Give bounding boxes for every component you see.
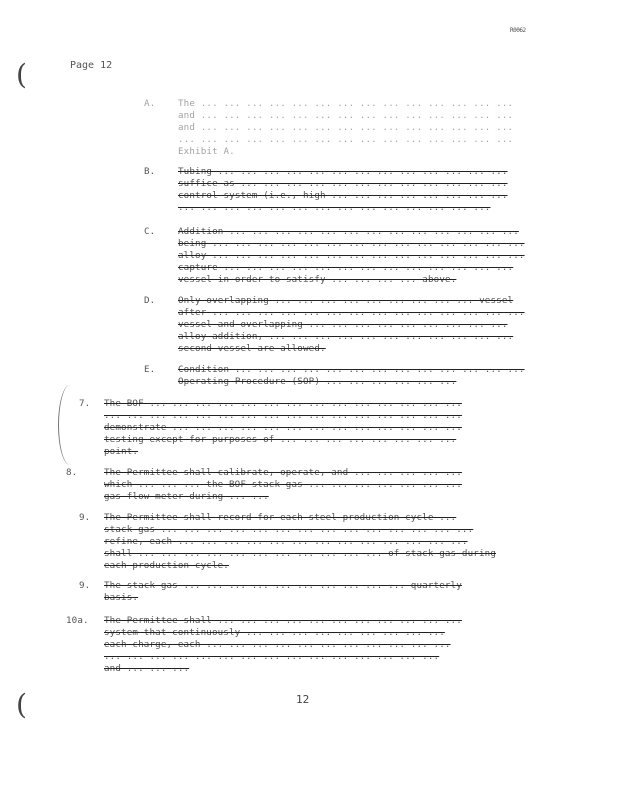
paragraph-line: The ... ... ... ... ... ... ... ... ... ... ... ... ... ...: [178, 98, 514, 109]
paragraph-c: [144, 226, 538, 286]
paragraph-line: basis.: [104, 592, 139, 603]
paragraph-label: A.: [144, 98, 156, 109]
paragraph-line: which ... ... ... the BOF stack gas ... ... ... ... ... ... ...: [104, 479, 462, 490]
paragraph-label: B.: [144, 166, 156, 177]
paragraph-line: capture ... ... ... ... ... ... ... ... ... ... ... ... ...: [178, 262, 514, 273]
paragraph-label: D.: [144, 295, 156, 306]
scan-mark-bottom-left: (: [16, 688, 27, 721]
paragraph-line: Addition ... ... ... ... ... ... ... ... ... ... ... ... ...: [178, 226, 519, 237]
page-number: 12: [296, 693, 310, 706]
paragraph-line: each production cycle.: [104, 560, 229, 571]
paragraph-line: and ... ... ... ... ... ... ... ... ... ... ... ... ... ...: [178, 122, 514, 133]
paragraph-line: control system (i.e., high ... ... ... ... ... ... ... ...: [178, 190, 508, 201]
paragraph-9: [79, 512, 544, 572]
page-label: Page 12: [70, 60, 113, 71]
paragraph-label: 10a.: [66, 615, 89, 626]
paragraph-line: shall ... ... ... ... ... ... ... ... ... ... ... of stack gas during: [104, 548, 497, 559]
paragraph-line: demonstrate ... ... ... ... ... ... ... ... ... ... ... ... ...: [104, 422, 462, 433]
paragraph-line: Operating Procedure (SOP) ... ... ... ... ... ...: [178, 376, 457, 387]
paragraph-label: C.: [144, 226, 156, 237]
paragraph-line: refine, each ... ... ... ... ... ... ... ... ... ... ... ... ...: [104, 536, 468, 547]
paragraph-line: Tubing ... ... ... ... ... ... ... ... ... ... ... ... ...: [178, 166, 508, 177]
paragraph-line: and ... ... ...: [104, 663, 190, 674]
paragraph-line: ... ... ... ... ... ... ... ... ... ... ... ... ... ... ...: [104, 651, 440, 662]
paragraph-label: E.: [144, 364, 156, 375]
paragraph-label: 7.: [79, 398, 91, 409]
paragraph-line: The BOF ... ... ... ... ... ... ... ... ... ... ... ... ... ...: [104, 398, 462, 409]
paragraph-line: Exhibit A.: [178, 146, 235, 157]
paragraph-label: 9.: [79, 512, 91, 523]
paragraph-8: [66, 467, 544, 503]
paragraph-line: Condition ... ... ... ... ... ... ... ... ... ... ... ... ...: [178, 364, 525, 375]
paragraph-line: stack gas ... ... ... ... ... ... ... ... ... ... ... ... ... ...: [104, 524, 474, 535]
paragraph-line: vessel and overlapping ... ... ... ... ... ... ... ... ...: [178, 319, 508, 330]
paragraph-line: after ... ... ... ... ... ... ... ... ... ... ... ... ... ...: [178, 307, 525, 318]
paragraph-line: ... ... ... ... ... ... ... ... ... ... ... ... ... ... ... ...: [104, 410, 462, 421]
paragraph-line: system that continuously ... ... ... ... ... ... ... ... ...: [104, 627, 445, 638]
paragraph-line: The Permittee shall record for each steel production cycle ...: [104, 512, 457, 523]
scan-mark-top-left: (: [16, 58, 27, 91]
paragraph-a: [144, 98, 538, 158]
paragraph-line: being ... ... ... ... ... ... ... ... ... ... ... ... ... ...: [178, 238, 525, 249]
paragraph-label: 8.: [66, 467, 78, 478]
document-stamp: R0062: [510, 27, 526, 34]
paragraph-d: [144, 295, 538, 355]
paragraph-line: The Permittee shall ... ... ... ... ... ... ... ... ... ... ...: [104, 615, 462, 626]
paragraph-line: vessel in order to satisfy ... ... ... ... above.: [178, 274, 457, 285]
paragraph-line: testing except for purposes of ... ... ... ... ... ... ... ...: [104, 434, 457, 445]
paragraph-line: The stack gas ... ... ... ... ... ... ... ... ... ... quarterly: [104, 580, 462, 591]
paragraph-line: each charge, each ... ... ... ... ... ... ... ... ... ... ...: [104, 639, 451, 650]
paragraph-line: suffice as ... ... ... ... ... ... ... ... ... ... ... ...: [178, 178, 508, 189]
margin-bracket: [58, 385, 71, 465]
paragraph-line: The Permittee shall calibrate, operate, and ... ... ... ... ...: [104, 467, 462, 478]
paragraph-9b: [79, 580, 544, 604]
paragraph-line: alloy addition, ... ... ... ... ... ... ... ... ... ... ...: [178, 331, 514, 342]
paragraph-line: second vessel are allowed.: [178, 343, 326, 354]
paragraph-10a: [66, 615, 544, 675]
paragraph-line: gas flow meter during ... ...: [104, 491, 269, 502]
paragraph-line: point.: [104, 446, 139, 457]
paragraph-e: [144, 364, 538, 388]
paragraph-7: [79, 398, 544, 458]
paragraph-line: ... ... ... ... ... ... ... ... ... ... ... ... ... ...: [178, 202, 491, 213]
paragraph-line: Only overlapping ... ... ... ... ... ... ... ... ... vessel: [178, 295, 514, 306]
paragraph-line: alloy ... ... ... ... ... ... ... ... ... ... ... ... ... ...: [178, 250, 525, 261]
paragraph-b: [144, 166, 538, 214]
paragraph-line: and ... ... ... ... ... ... ... ... ... ... ... ... ... ...: [178, 110, 514, 121]
paragraph-line: ... ... ... ... ... ... ... ... ... ... ... ... ... ... ...: [178, 134, 514, 145]
paragraph-label: 9.: [79, 580, 91, 591]
